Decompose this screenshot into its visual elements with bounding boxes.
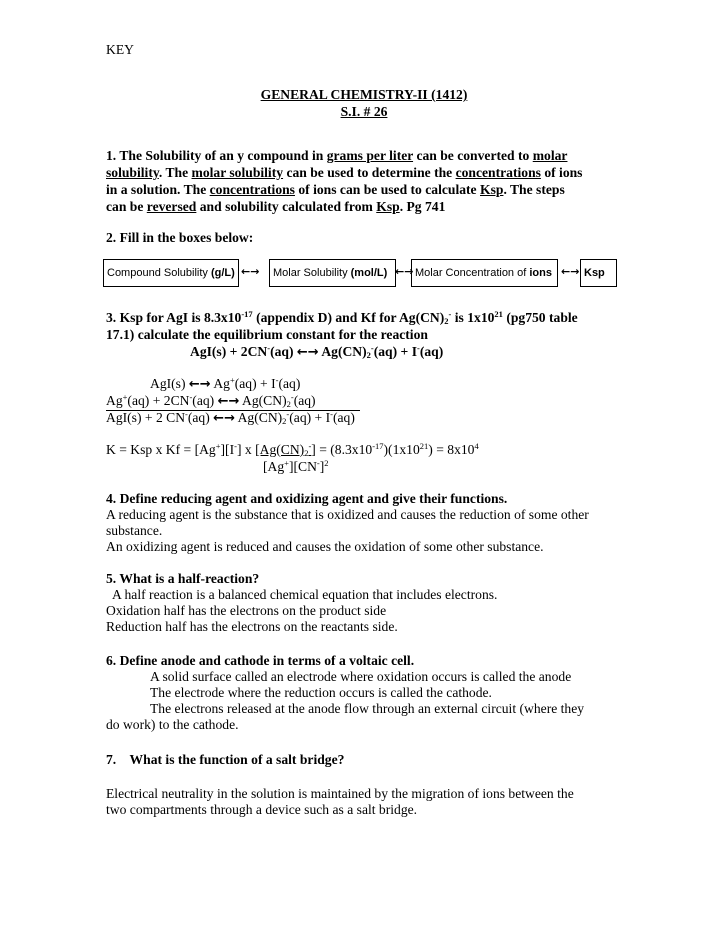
q3-k-equation: K = Ksp x Kf = [Ag+][I-] x $[Ag(CN)_2^-] = (8.3x10^{-17})(1x10^{21}) = 8x10^4$ bbox=[106, 441, 479, 458]
double-arrow-icon: ←→ bbox=[241, 265, 260, 278]
double-arrow-icon: ←→ bbox=[561, 265, 580, 278]
box-ksp: Ksp bbox=[580, 259, 617, 287]
q5-answer-3: Reduction half has the electrons on the reactants side. bbox=[106, 619, 398, 634]
double-arrow-icon: ←→ bbox=[395, 265, 414, 278]
q7-answer-1: Electrical neutrality in the solution is maintained by the migration of ions between the bbox=[106, 786, 574, 801]
q1-line-3: in a solution. The concentrations of ions can be used to calculate Ksp. The steps bbox=[106, 182, 565, 197]
page-subtitle: S.I. # 26 bbox=[340, 104, 388, 119]
q5-answer-1: A half reaction is a balanced chemical equation that includes electrons. bbox=[106, 587, 498, 602]
q6-question: 6. Define anode and cathode in terms of a voltaic cell. bbox=[106, 653, 415, 668]
q3-step-2: Ag+(aq) + 2CN-(aq) ←→ $Ag(CN)_2^-(aq)$ bbox=[106, 392, 316, 409]
q6-answer-2: The electrode where the reduction occurs is called the cathode. bbox=[150, 685, 492, 700]
q1-line-2: solubility. The molar solubility can be used to determine the concentrations of ions bbox=[106, 165, 583, 180]
double-arrow-icon: ←→ bbox=[217, 394, 240, 409]
key-label: KEY bbox=[106, 42, 134, 57]
double-arrow-icon: ←→ bbox=[296, 345, 319, 360]
q3-step-1: AgI(s) ←→ Ag+(aq) + I-(aq) bbox=[150, 375, 301, 392]
q4-answer-3: An oxidizing agent is reduced and causes the oxidation of some other substance. bbox=[106, 539, 544, 554]
q1-line-1: 1. The Solubility of an y compound in grams per liter can be converted to molar bbox=[106, 148, 568, 163]
q2-question: 2. Fill in the boxes below: bbox=[106, 230, 254, 245]
q4-answer-2: substance. bbox=[106, 523, 163, 538]
double-arrow-icon: ←→ bbox=[213, 411, 235, 426]
q6-answer-3: The electrons released at the anode flow through an external circuit (where they bbox=[150, 701, 585, 716]
k-denominator: $[Ag^+][CN^-]^2$ bbox=[263, 458, 329, 474]
box-molar-solubility: Molar Solubility (mol/L) bbox=[269, 259, 396, 287]
q3-reaction: AgI(s) + 2CN-(aq) ←→ $Ag(CN)_2^-(aq) + I^-(aq)$ bbox=[190, 343, 444, 360]
box-molar-concentration: Molar Concentration of ions bbox=[411, 259, 558, 287]
k-numerator: $[Ag(CN)_2^-]$ bbox=[255, 441, 316, 458]
double-arrow-icon: ←→ bbox=[188, 377, 211, 392]
box-compound-solubility: Compound Solubility (g/L) bbox=[103, 259, 239, 287]
page-title: GENERAL CHEMISTRY-II (1412) bbox=[260, 87, 468, 102]
q3-line-1: 3. Ksp for AgI is $8.3x10^{-17}$ (appendix D) and Kf for $Ag(CN)_2^-$ is $1x10^{21}$ (pg750 table bbox=[106, 309, 578, 326]
q3-line-2: 17.1) calculate the equilibrium constant for the reaction bbox=[106, 327, 428, 342]
q1-line-4: can be reversed and solubility calculated from Ksp. Pg 741 bbox=[106, 199, 446, 214]
q5-answer-2: Oxidation half has the electrons on the product side bbox=[106, 603, 387, 618]
q6-answer-1: A solid surface called an electrode where oxidation occurs is called the anode bbox=[150, 669, 572, 684]
q6-answer-4: do work) to the cathode. bbox=[106, 717, 239, 732]
q4-answer-1: A reducing agent is the substance that is oxidized and causes the reduction of some other bbox=[106, 507, 589, 522]
q5-question: 5. What is a half-reaction? bbox=[106, 571, 260, 586]
q7-answer-2: two compartments through a device such as a salt bridge. bbox=[106, 802, 418, 817]
q7-question: 7. What is the function of a salt bridge? bbox=[106, 752, 345, 767]
q3-step-3: AgI(s) + 2 CN-(aq) ←→ $Ag(CN)_2^-(aq) + I^-(aq)$ bbox=[106, 409, 355, 426]
q4-question: 4. Define reducing agent and oxidizing agent and give their functions. bbox=[106, 491, 508, 506]
